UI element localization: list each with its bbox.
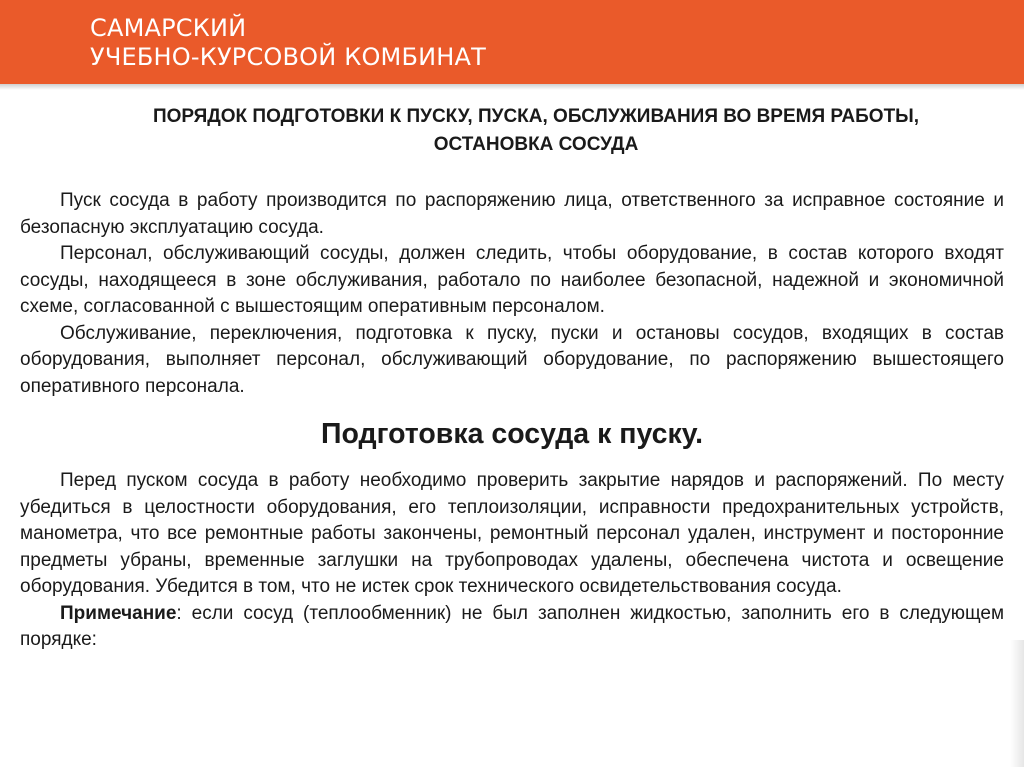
spacer [20, 448, 1004, 468]
title-line-2: ОСТАНОВКА СОСУДА [433, 134, 639, 155]
paragraph-personnel: Персонал, обслуживающий сосуды, должен следить, чтобы оборудование, в состав которого входят сосуды, находящееся в зоне обслуживания, работало по наиболее безопасной, надежной и экономичной схеме, согласованной с вышестоящим оперативным персоналом. [20, 243, 1004, 317]
spacer [20, 400, 1004, 420]
logo-line-2: УЧЕБНО-КУРСОВОЙ КОМБИНАТ [90, 43, 487, 71]
paragraph-preparation: Перед пуском сосуда в работу необходимо проверить закрытие нарядов и распоряжений. По месту убедиться в целостности оборудования, его теплоизоляции, исправности предохранительных устройств, манометра, что все ремонтные работы закончены, ремонтный персонал удален, инструмент и посторонние предметы убраны, временные заглушки на трубопроводах удалены, обеспечена чистота и освещение оборудования. Убедится в том, что не истек срок технического освидетельствования сосуда. [20, 470, 1004, 597]
company-logo [90, 14, 486, 72]
paragraph-maintenance: Обслуживание, переключения, подготовка к пуску, пуски и остановы сосудов, входящих в состав оборудования, выполняет персонал, обслуживающий оборудование, по распоряжению вышестоящего оперативного персонала. [20, 322, 1004, 397]
paragraph-start-order: Пуск сосуда в работу производится по распоряжению лица, ответственного за исправное состояние и безопасную эксплуатацию сосуда. [20, 190, 1004, 238]
page-edge-shadow [1010, 640, 1024, 767]
logo-line-1: САМАРСКИЙ [90, 14, 247, 42]
paragraph-note [20, 601, 1004, 654]
note-text: : если сосуд (теплообменник) не был заполнен жидкостью, заполнить его в следующем порядке: [20, 602, 1004, 650]
spacer [20, 159, 1004, 188]
document-title [20, 103, 1004, 159]
section-subtitle: Подготовка сосуда к пуску. [321, 418, 703, 450]
document-body [20, 103, 1004, 654]
title-line-1: ПОРЯДОК ПОДГОТОВКИ К ПУСКУ, ПУСКА, ОБСЛУЖИВАНИЯ ВО ВРЕМЯ РАБОТЫ, [152, 106, 920, 127]
header-divider [0, 84, 1024, 90]
header-band [0, 0, 1024, 84]
note-label: Примечание [60, 602, 177, 624]
